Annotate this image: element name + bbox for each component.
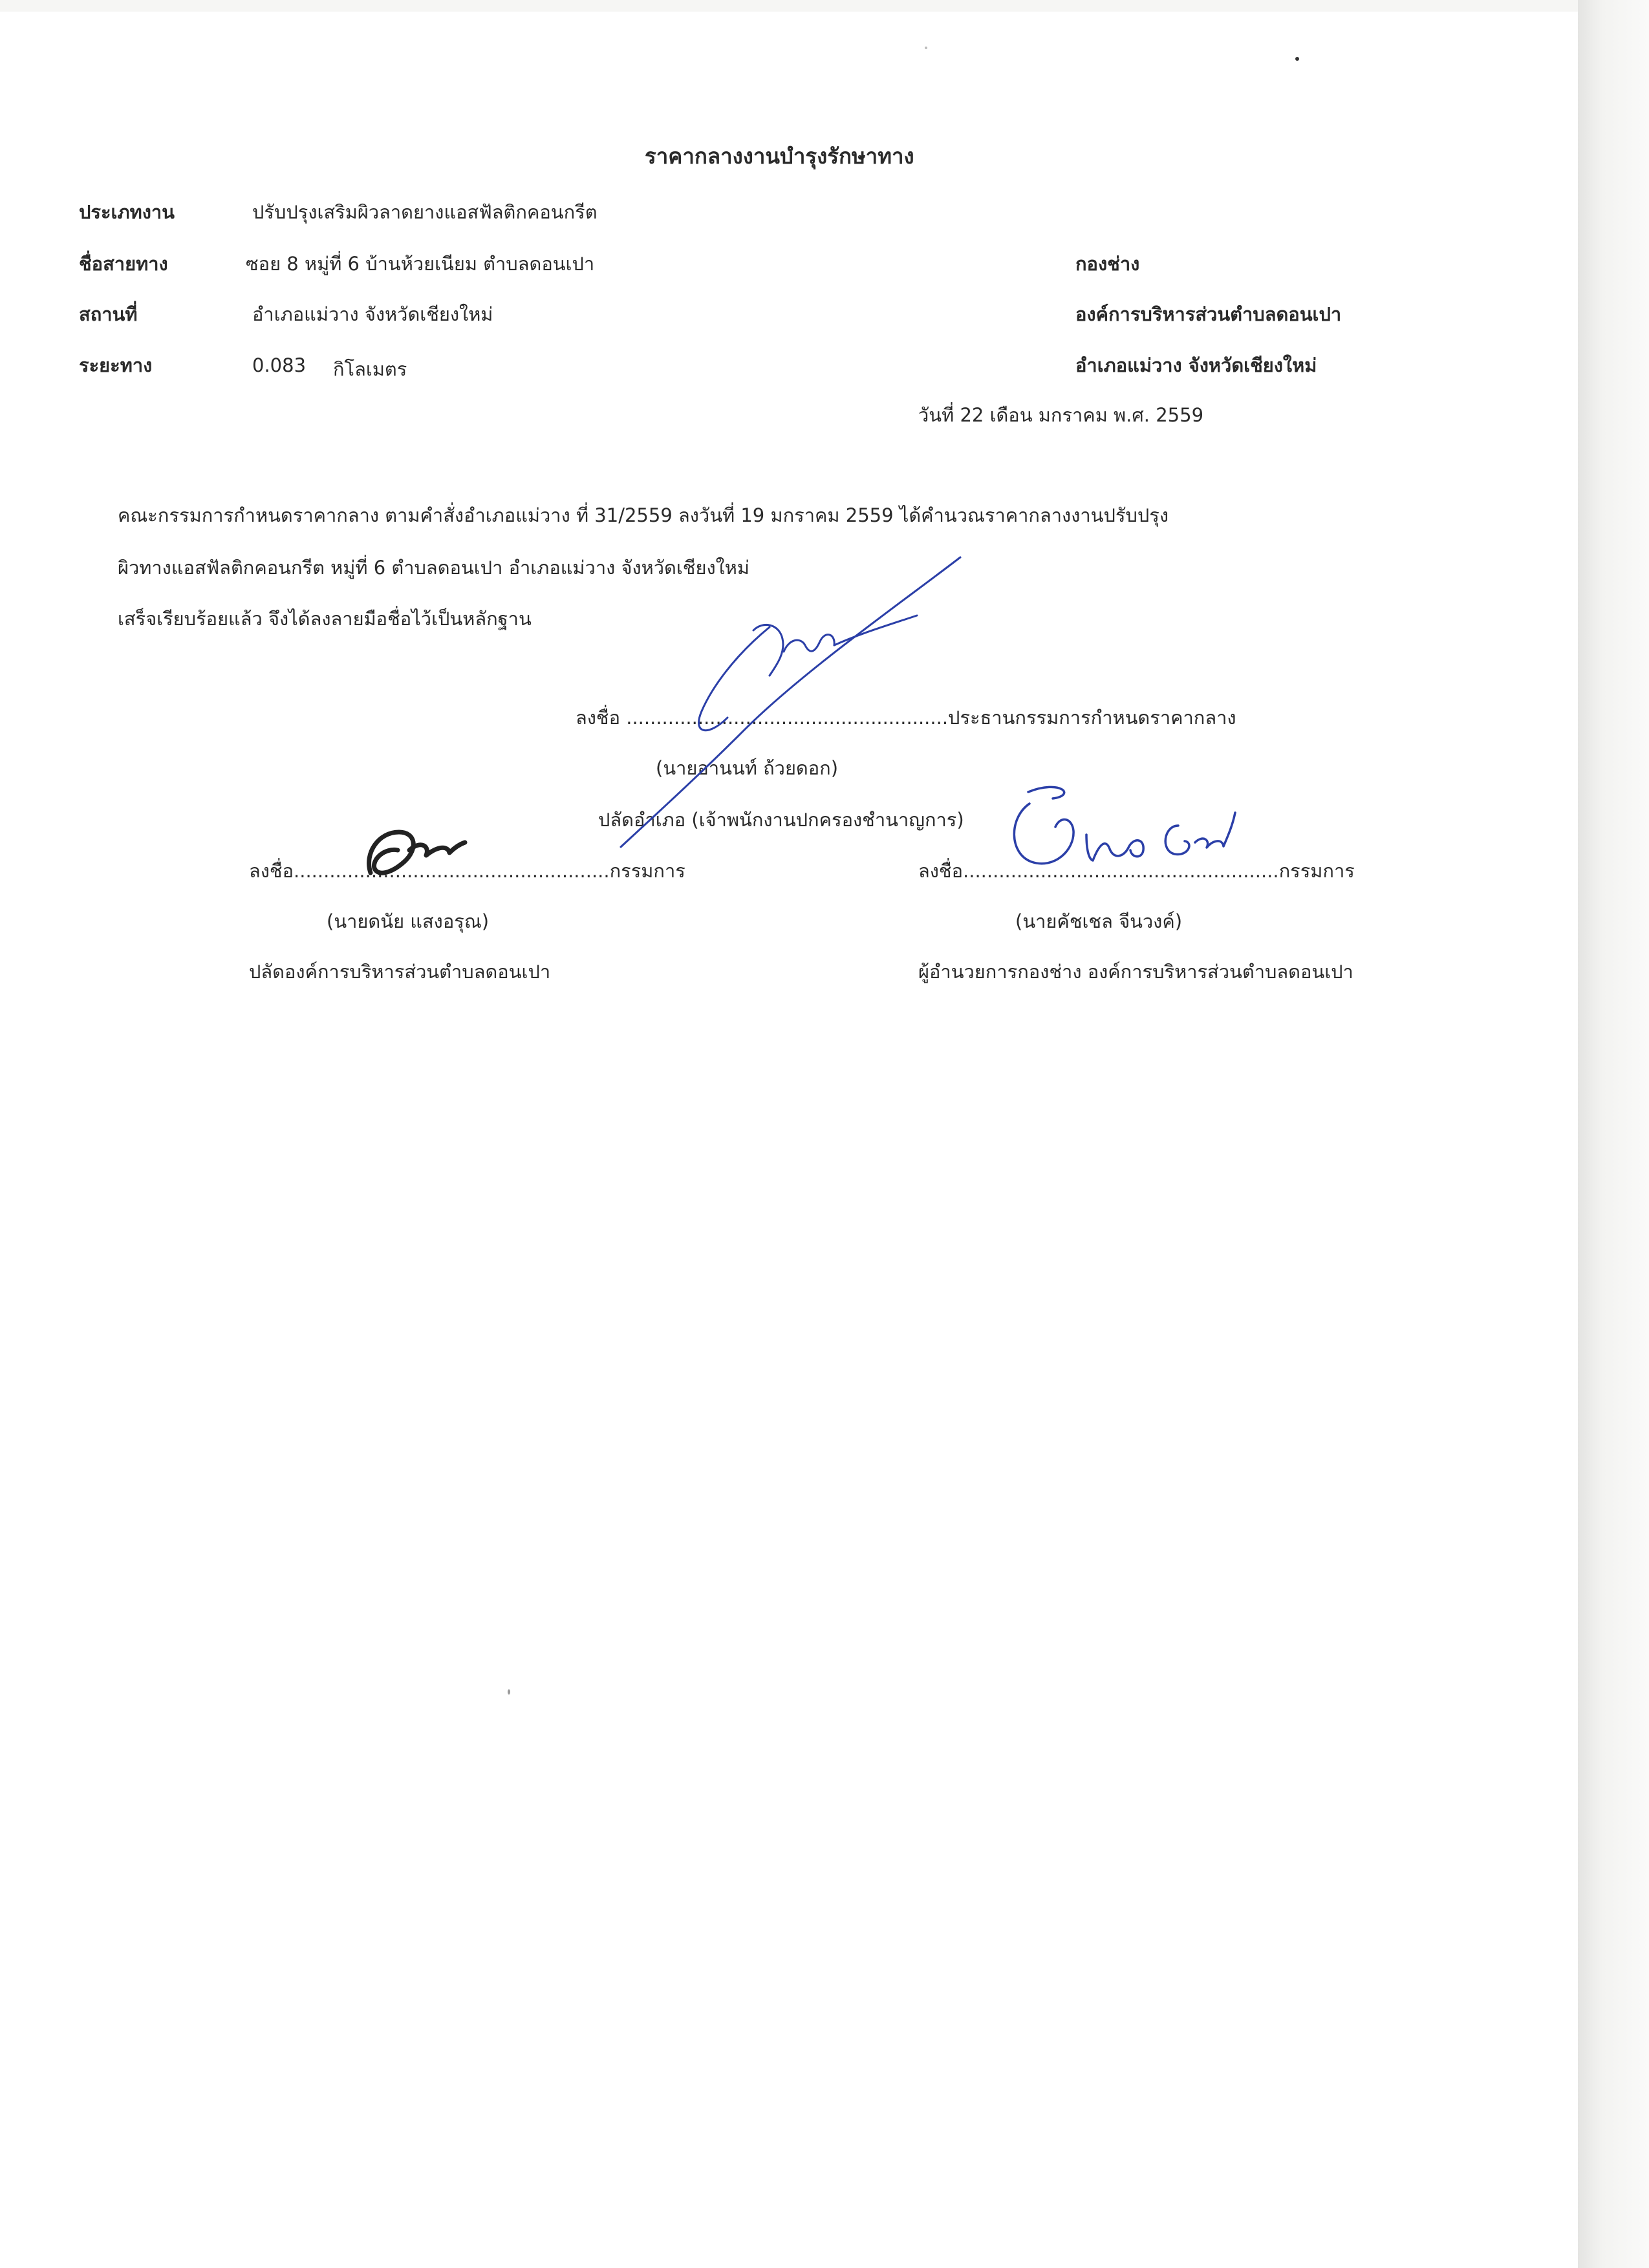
scan-edge (1578, 0, 1649, 2268)
field-unit-distance: กิโลเมตร (333, 358, 407, 380)
office-division: กองช่าง (1075, 253, 1140, 275)
chairman-sign-line: ลงชื่อ ......................................................ประธานกรรมการกำหนดราคากลาง (576, 707, 1236, 729)
field-label-work-type: ประเภทงาน (79, 201, 175, 223)
member-left-name: (นายดนัย แสงอรุณ) (327, 910, 490, 932)
scan-speck (925, 47, 927, 49)
member-right-name: (นายคัชเชล จีนวงค์) (1015, 910, 1183, 932)
document-date: วันที่ 22 เดือน มกราคม พ.ศ. 2559 (918, 404, 1204, 426)
field-value-location: อำเภอแม่วาง จังหวัดเชียงใหม่ (252, 303, 493, 325)
document-page (0, 12, 1583, 2268)
member-right-position: ผู้อำนวยการกองช่าง องค์การบริหารส่วนตำบลดอนเปา (918, 961, 1353, 983)
field-label-distance: ระยะทาง (79, 354, 153, 376)
field-value-work-type: ปรับปรุงเสริมผิวลาดยางแอสฟัลติกคอนกรีต (252, 201, 598, 223)
field-label-route-name: ชื่อสายทาง (79, 253, 168, 275)
chairman-position: ปลัดอำเภอ (เจ้าพนักงานปกครองชำนาญการ) (598, 809, 964, 831)
scan-speck (508, 1689, 510, 1695)
member-left-signature (359, 818, 469, 889)
member-right-signature (1002, 779, 1242, 883)
member-left-position: ปลัดองค์การบริหารส่วนตำบลดอนเปา (249, 961, 551, 983)
member-left-sign-line: ลงชื่อ.....................................................กรรมการ (249, 860, 685, 882)
body-line-3: เสร็จเรียบร้อยแล้ว จึงได้ลงลายมือชื่อไว้เป็นหลักฐาน (118, 608, 532, 630)
field-value-distance: 0.083 (252, 354, 307, 376)
member-right-sign-line: ลงชื่อ.....................................................กรรมการ (918, 860, 1355, 882)
document-title: ราคากลางงานบำรุงรักษาทาง (645, 144, 914, 169)
field-label-location: สถานที่ (79, 303, 138, 325)
office-organization: องค์การบริหารส่วนตำบลดอนเปา (1075, 303, 1342, 325)
body-line-2: ผิวทางแอสฟัลติกคอนกรีต หมู่ที่ 6 ตำบลดอนเปา อำเภอแม่วาง จังหวัดเชียงใหม่ (118, 557, 750, 579)
scan-speck (1295, 57, 1299, 61)
chairman-signature (595, 543, 983, 853)
field-value-route-name: ซอย 8 หมู่ที่ 6 บ้านห้วยเนียม ตำบลดอนเปา (246, 253, 595, 275)
office-district: อำเภอแม่วาง จังหวัดเชียงใหม่ (1075, 354, 1317, 376)
body-line-1: คณะกรรมการกำหนดราคากลาง ตามคำสั่งอำเภอแม่วาง ที่ 31/2559 ลงวันที่ 19 มกราคม 2559 ได้คำนวณราคากลางงานปรับปรุง (118, 504, 1169, 526)
chairman-name: (นายอานนท์ ถ้วยดอก) (656, 757, 839, 779)
